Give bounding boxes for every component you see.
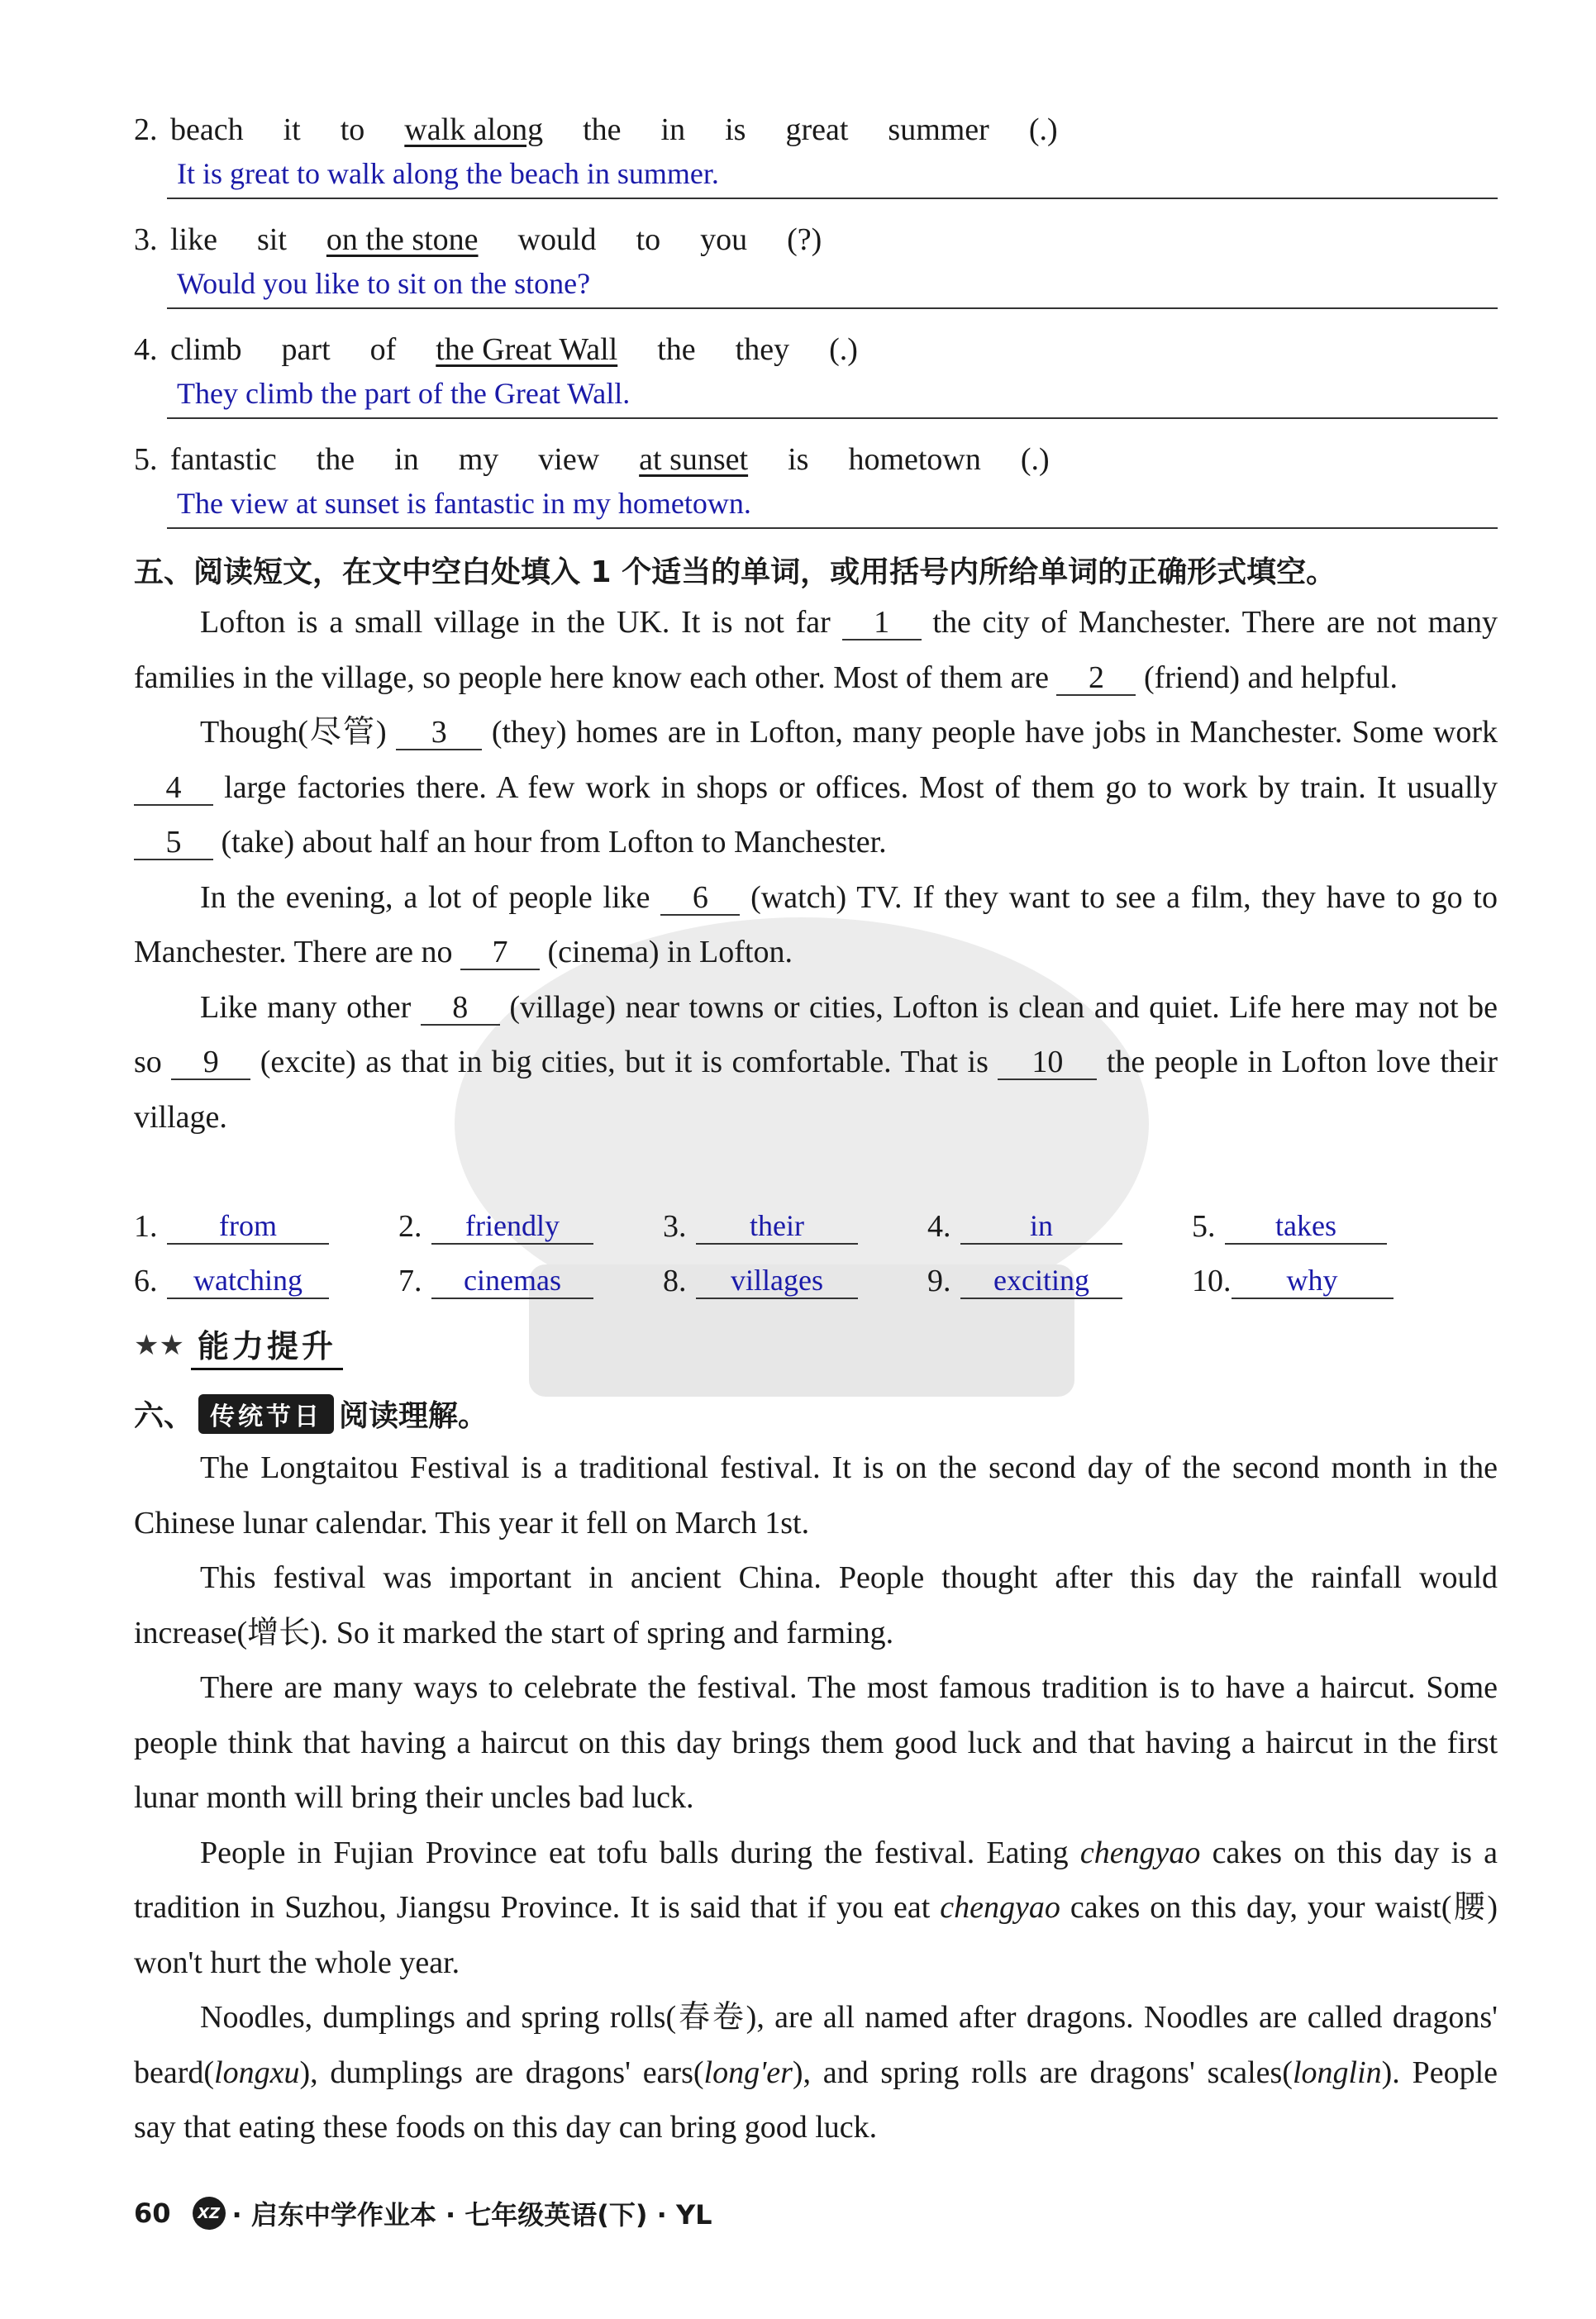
word-chip: is (788, 442, 809, 477)
answer-line (167, 153, 1498, 199)
word-chip: the (316, 442, 355, 477)
word-chip: beach (170, 112, 244, 147)
word-chip: would (517, 222, 597, 257)
blank-1: 1 (842, 606, 922, 640)
passage-paragraph: Like many other 8 (village) near towns or cities, Lofton is clean and quiet. Life here may not be so 9 (excite) as that in big cities, but it is comfortable. That is 10 the people in Lofton love their village. (134, 989, 1498, 1135)
passage-paragraph: The Longtaitou Festival is a traditional festival. It is on the second day of the second month in the Chinese lunar calendar. This year it fell on March 1st. (134, 1450, 1498, 1540)
question-number: 4. (134, 332, 158, 367)
answer-cell (927, 1208, 1192, 1245)
answer-value: exciting (960, 1263, 1122, 1299)
answer-number: 2. (398, 1209, 422, 1244)
question-words (134, 112, 1498, 148)
question-number: 2. (134, 112, 158, 147)
answer-text: They climb the part of the Great Wall. (177, 377, 631, 410)
answer-line (167, 263, 1498, 309)
word-chip: (.) (1020, 442, 1050, 477)
answer-number: 8. (663, 1264, 687, 1298)
word-chip: to (340, 112, 365, 147)
answer-value: their (696, 1208, 858, 1245)
festival-tag: 传统节日 (198, 1394, 334, 1434)
page-footer (134, 2194, 712, 2232)
footer-title: · 启东中学作业本 · 七年级英语(下) · YL (231, 2199, 712, 2231)
answer-value: why (1232, 1263, 1394, 1299)
passage-paragraph: This festival was important in ancient China. People thought after this day the rainfall would increase(增长). So it marked the start of spring and farming. (134, 1560, 1498, 1650)
word-chip: (?) (787, 222, 822, 257)
word-chip: part (281, 332, 331, 367)
ability-title: 能力提升 (191, 1321, 343, 1370)
word-chip: they (735, 332, 790, 367)
word-chip: summer (888, 112, 989, 147)
answer-cell (1192, 1263, 1456, 1299)
answer-cell (663, 1208, 927, 1245)
passage-paragraph: There are many ways to celebrate the festival. The most famous tradition is to have a haircut. Some people think that having a haircut on this day brings them good luck and that having a haircut in the first lunar month will bring their uncles bad luck. (134, 1670, 1498, 1815)
answer-cell (663, 1263, 927, 1299)
question-number: 5. (134, 442, 158, 477)
section-six-title: 阅读理解。 (339, 1399, 488, 1433)
stars-icon: ★★ (134, 1331, 184, 1361)
question-words (134, 441, 1498, 478)
word-chip: to (636, 222, 661, 257)
answer-cell (398, 1263, 663, 1299)
word-chip: you (700, 222, 748, 257)
reorder-question (134, 112, 1498, 199)
word-chip: is (725, 112, 746, 147)
ability-banner (134, 1321, 343, 1370)
blank-6: 6 (660, 881, 740, 916)
answer-number: 1. (134, 1209, 158, 1244)
passage-paragraph: Lofton is a small village in the UK. It is not far 1 the city of Manchester. There are not many families in the village, so people here know each other. Most of them are 2 (friend) and helpful. (134, 605, 1498, 695)
answer-line (167, 373, 1498, 419)
section-five-heading: 五、阅读短文，在文中空白处填入 1 个适当的单词，或用括号内所给单词的正确形式填空。 (134, 555, 1336, 589)
blank-4: 4 (134, 771, 213, 806)
blank-5: 5 (134, 826, 213, 860)
reorder-question (134, 331, 1498, 419)
word-chip: hometown (848, 442, 981, 477)
word-chip: the (657, 332, 696, 367)
answer-cell (927, 1263, 1192, 1299)
word-chip: in (394, 442, 419, 477)
word-chip: great (785, 112, 849, 147)
blank-2: 2 (1056, 661, 1136, 696)
answer-number: 7. (398, 1264, 422, 1298)
word-chip: (.) (1028, 112, 1058, 147)
answer-value: watching (167, 1263, 329, 1299)
blank-3: 3 (396, 716, 482, 750)
passage-paragraph: Though(尽管) 3 (they) homes are in Lofton, many people have jobs in Manchester. Some work 4 large factories there. A few work in shops or offices. Most of them go to work by train. It usually 5 (take) about half an hour from Lofton to Manchester. (134, 705, 1498, 870)
word-chip: like (170, 222, 217, 257)
answer-row (134, 1245, 1498, 1299)
answer-text: Would you like to sit on the stone? (177, 267, 591, 300)
word-chip: the (583, 112, 622, 147)
answer-number: 5. (1192, 1209, 1216, 1244)
blank-7: 7 (460, 936, 540, 970)
word-chip: the Great Wall (436, 332, 618, 367)
festival-passage (134, 1440, 1498, 2155)
word-chip: sit (256, 222, 287, 257)
question-words (134, 221, 1498, 258)
lofton-passage (134, 595, 1498, 1145)
word-chip: at sunset (639, 442, 749, 477)
answer-value: friendly (431, 1208, 593, 1245)
section-five-answers (134, 1190, 1498, 1299)
answer-number: 9. (927, 1264, 951, 1298)
answer-number: 3. (663, 1209, 687, 1244)
answer-cell (134, 1208, 398, 1245)
answer-text: It is great to walk along the beach in summer. (177, 157, 719, 190)
word-chip: in (660, 112, 686, 147)
passage-paragraph: People in Fujian Province eat tofu balls during the festival. Eating chengyao cakes on this day is a tradition in Suzhou, Jiangsu Province. It is said that if you eat chengyao cakes on this day, your waist(腰) won't hurt the whole year. (134, 1835, 1498, 1980)
word-chip: (.) (829, 332, 858, 367)
answer-number: 4. (927, 1209, 951, 1244)
question-words (134, 331, 1498, 368)
passage-paragraph: Noodles, dumplings and spring rolls(春卷), are all named after dragons. Noodles are called dragons' beard(longxu), dumplings are dragons' ears(long'er), and spring rolls are dragons' scales(longlin). People say that eating these foods on this day can bring good luck. (134, 2000, 1498, 2145)
answer-text: The view at sunset is fantastic in my hometown. (177, 487, 751, 520)
blank-8: 8 (421, 991, 500, 1026)
section-six-heading (134, 1393, 488, 1435)
answer-line (167, 483, 1498, 529)
word-chip: fantastic (170, 442, 277, 477)
answer-number: 10. (1192, 1264, 1232, 1298)
word-chip: walk along (404, 112, 544, 147)
word-chip: on the stone (326, 222, 479, 257)
question-number: 3. (134, 222, 158, 257)
answer-value: takes (1225, 1208, 1387, 1245)
section-six-prefix: 六、 (134, 1399, 194, 1433)
blank-9: 9 (171, 1045, 250, 1080)
answer-value: from (167, 1208, 329, 1245)
blank-10: 10 (998, 1045, 1097, 1080)
reorder-question (134, 221, 1498, 309)
publisher-logo-icon: XZ (193, 2197, 226, 2230)
answer-value: cinemas (431, 1263, 593, 1299)
word-chip: my (458, 442, 499, 477)
reorder-question (134, 441, 1498, 529)
word-chip: view (538, 442, 600, 477)
page-number: 60 (134, 2198, 171, 2229)
answer-cell (134, 1263, 398, 1299)
answer-cell (398, 1208, 663, 1245)
word-chip: climb (170, 332, 242, 367)
answer-value: in (960, 1208, 1122, 1245)
answer-value: villages (696, 1263, 858, 1299)
answer-number: 6. (134, 1264, 158, 1298)
passage-paragraph: In the evening, a lot of people like 6 (watch) TV. If they want to see a film, they have to go to Manchester. There are no 7 (cinema) in Lofton. (134, 879, 1498, 969)
word-chip: it (283, 112, 301, 147)
word-chip: of (369, 332, 397, 367)
answer-row (134, 1190, 1498, 1245)
answer-cell (1192, 1208, 1456, 1245)
